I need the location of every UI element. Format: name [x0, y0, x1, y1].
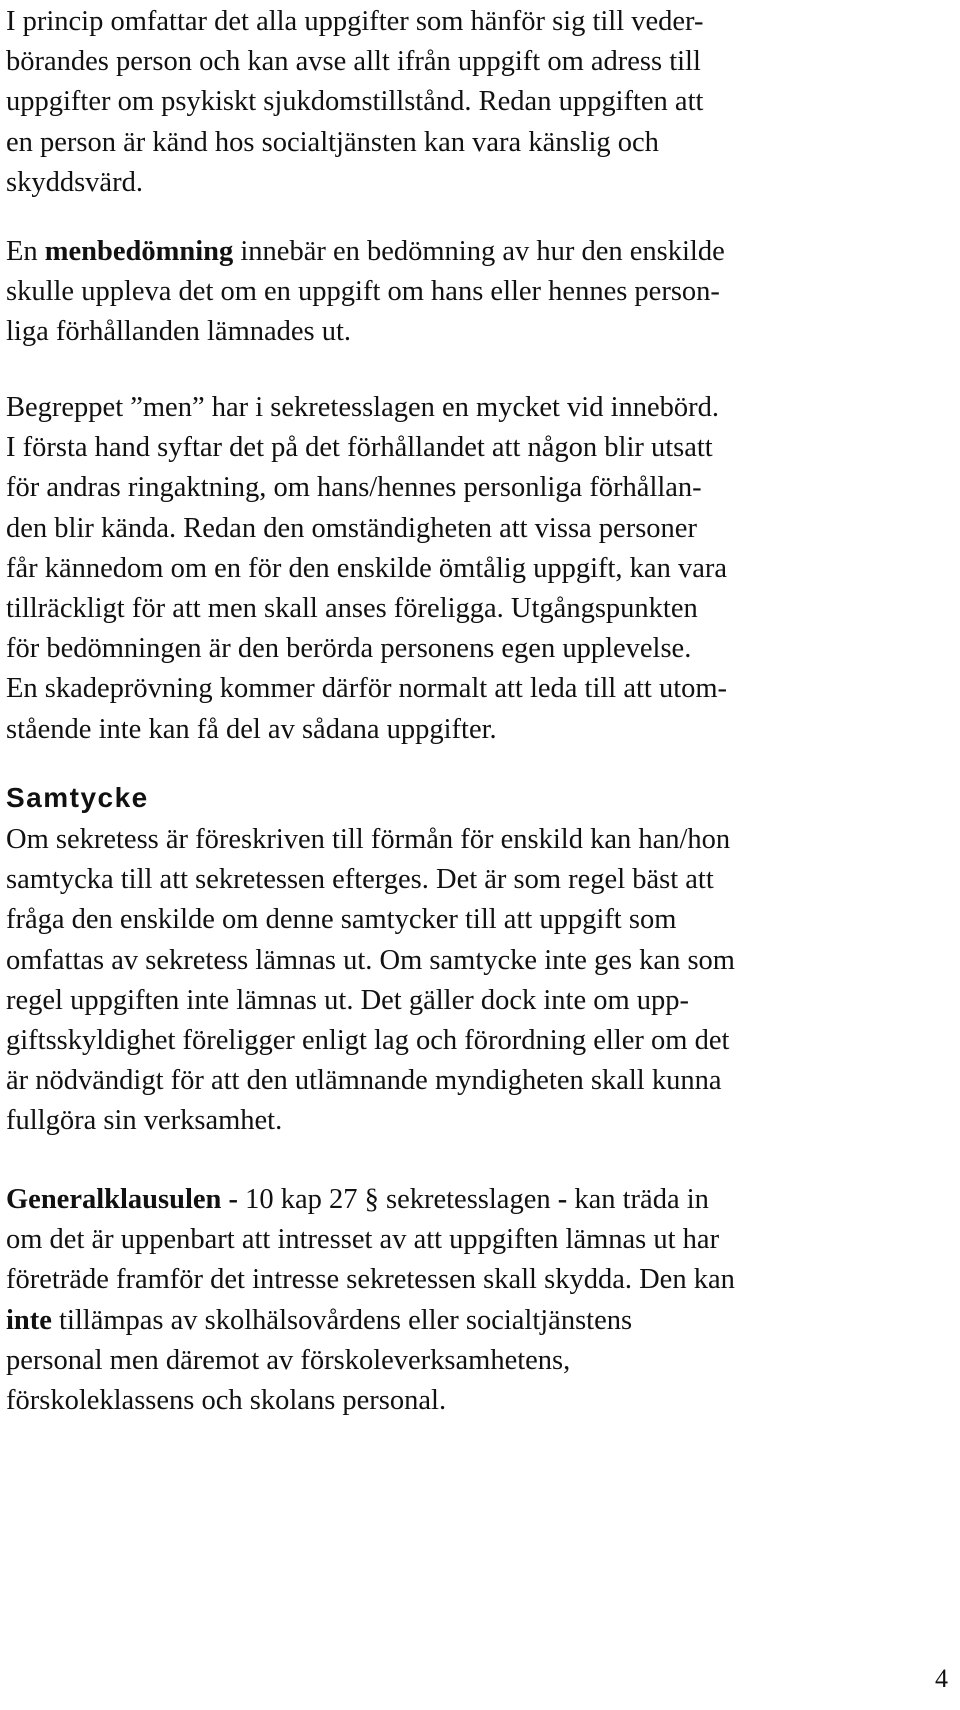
- text-run: tillämpas av skolhälsovårdens eller socialtjänstens: [51, 1304, 633, 1336]
- text-run: innebär en bedömning av hur den enskilde: [233, 236, 725, 267]
- text-line: är nödvändigt för att den utlämnande myndigheten skall kunna: [6, 1065, 722, 1097]
- paragraph-scope: [6, 2, 703, 203]
- text-line: Om sekretess är föreskriven till förmån för enskild kan han/hon: [6, 824, 731, 855]
- text-line: [6, 232, 725, 272]
- text-line: Begreppet ”men” har i sekretesslagen en mycket vid innebörd.: [6, 392, 720, 423]
- paragraph-menbedomning: [6, 232, 725, 353]
- text-line: för bedömningen är den berörda personens egen upplevelse.: [6, 633, 692, 665]
- text-line: omfattas av sekretess lämnas ut. Om samtycke inte ges kan som: [6, 944, 735, 976]
- text-run: 10 kap 27 § sekretesslagen: [237, 1184, 558, 1215]
- text-line: En skadeprövning kommer därför normalt att leda till att utom-: [6, 673, 728, 705]
- text-line: giftsskyldighet föreligger enligt lag och förordning eller om det: [6, 1025, 730, 1057]
- text-line: skyddsvärd.: [6, 166, 143, 198]
- text-line: för andras ringaktning, om hans/hennes personliga förhållan-: [6, 472, 702, 504]
- text-line: uppgifter om psykiskt sjukdomstillstånd. Redan uppgiften att: [6, 86, 704, 118]
- text-line: I princip omfattar det alla uppgifter som hänför sig till veder-: [6, 6, 704, 37]
- text-line: fullgöra sin verksamhet.: [6, 1105, 283, 1137]
- text-line: om det är uppenbart att intresset av att uppgiften lämnas ut har: [6, 1224, 720, 1256]
- text-line: den blir kända. Redan den omständigheten att vissa personer: [6, 512, 697, 544]
- text-line: börandes person och kan avse allt ifrån uppgift om adress till: [6, 46, 701, 78]
- paragraph-begreppet-men: [6, 388, 727, 750]
- text-run: En: [6, 236, 45, 267]
- text-line: en person är känd hos socialtjänsten kan vara känslig och: [6, 126, 659, 158]
- text-line: skulle uppleva det om en uppgift om hans eller hennes person-: [6, 276, 720, 308]
- section-heading-samtycke: Samtycke: [6, 782, 149, 813]
- page-number: 4: [935, 1664, 948, 1693]
- text-line: [6, 1301, 735, 1341]
- text-run: -: [557, 1184, 568, 1215]
- text-line: företräde framför det intresse sekretessen skall skydda. Den kan: [6, 1264, 735, 1296]
- term-generalklausulen: Generalklausulen -: [6, 1184, 238, 1215]
- text-line: personal men däremot av förskoleverksamhetens,: [6, 1344, 571, 1376]
- text-line: I första hand syftar det på det förhållandet att någon blir utsatt: [6, 432, 713, 464]
- paragraph-generalklausulen: [6, 1180, 735, 1421]
- text-line: liga förhållanden lämnades ut.: [6, 316, 352, 348]
- paragraph-samtycke: [6, 820, 735, 1142]
- text-line: fråga den enskilde om denne samtycker till att uppgift som: [6, 904, 677, 936]
- term-inte: inte: [6, 1304, 52, 1336]
- text-line: får kännedom om en för den enskilde ömtålig uppgift, kan vara: [6, 552, 727, 584]
- text-run: kan träda in: [567, 1184, 709, 1215]
- text-line: [6, 1180, 735, 1220]
- text-line: förskoleklassens och skolans personal.: [6, 1385, 447, 1417]
- term-menbedomning: menbedömning: [44, 236, 234, 267]
- text-line: samtycka till att sekretessen efterges. Det är som regel bäst att: [6, 864, 714, 896]
- text-line: tillräckligt för att men skall anses föreligga. Utgångspunkten: [6, 593, 698, 625]
- text-line: stående inte kan få del av sådana uppgifter.: [6, 713, 497, 745]
- text-line: regel uppgiften inte lämnas ut. Det gäller dock inte om upp-: [6, 984, 690, 1016]
